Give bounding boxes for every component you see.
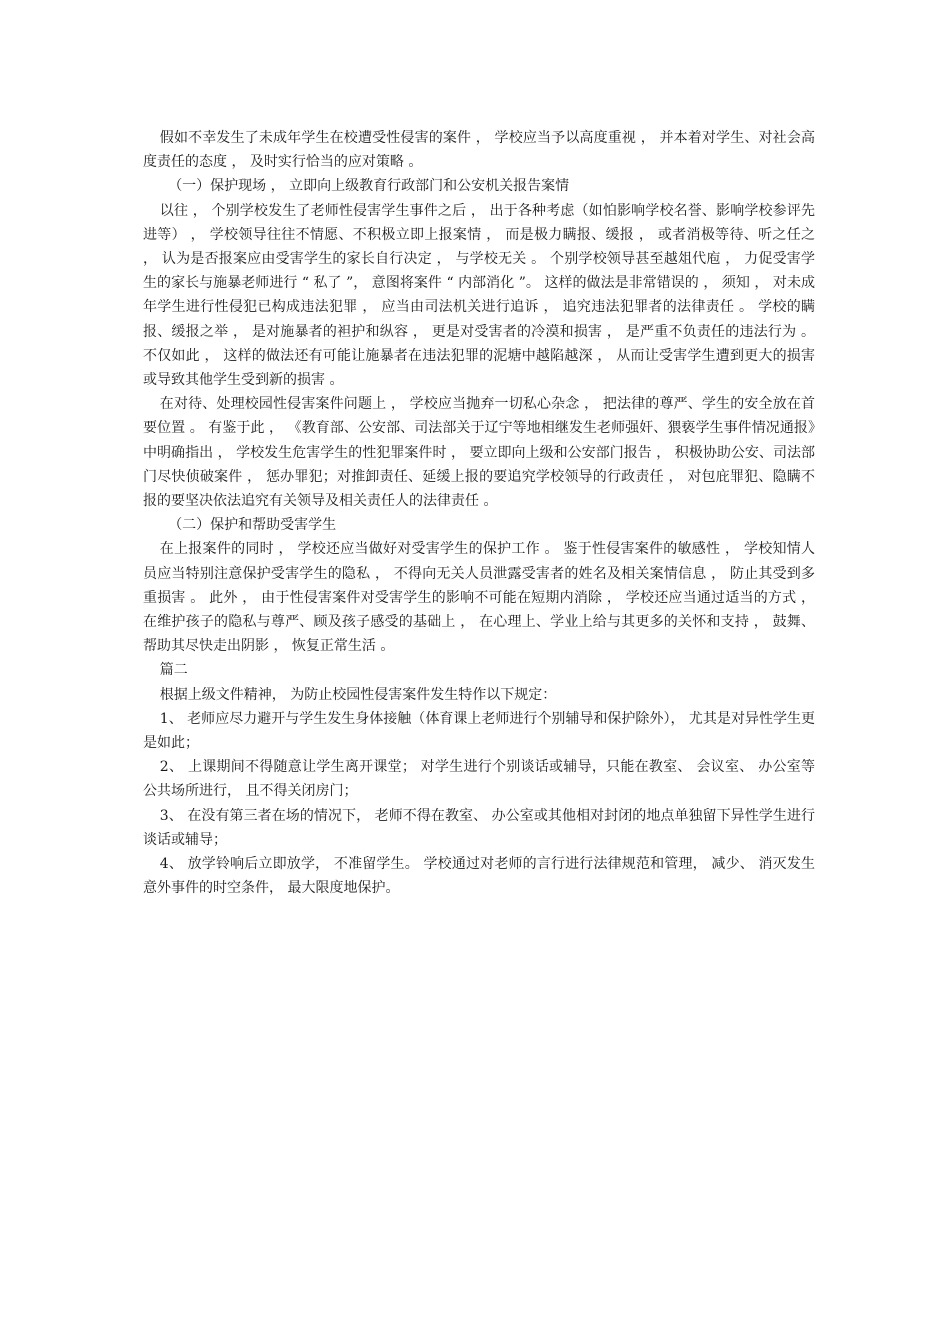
- section-heading-2: （二）保护和帮助受害学生: [168, 517, 337, 534]
- rule-4: 4、 放学铃响后立即放学， 不准留学生。 学校通过对老师的言行进行法律规范和管理， 减少、 消灭发生意外事件的时空条件， 最大限度地保护。: [143, 856, 815, 897]
- intro-paragraph: 假如不幸发生了未成年学生在校遭受性侵害的案件 ， 学校应当予以高度重视 ， 并本着对学生、对社会高度责任的态度 ， 及时实行恰当的应对策略 。: [143, 130, 815, 171]
- paragraph-4: 根据上级文件精神， 为防止校园性侵害案件发生特作以下规定：: [159, 686, 557, 703]
- document-body: [143, 126, 815, 901]
- paragraph-3: 在上报案件的同时 ， 学校还应当做好对受害学生的保护工作 。 鉴于性侵害案件的敏感性 ， 学校知情人员应当特别注意保护受害学生的隐私 ， 不得向无关人员泄露受害者的姓名及相关案情信息 ， 防止其受到多重损害 。 此外 ， 由于性侵害案件对受害学生的影响不可能在短期内消除 ， 学校还应当通过适当的方式 ， 在维护孩子的隐私与尊严、顾及孩子感受的基础上 ， 在心理上、学业上给与其更多的关怀和支持 ， 鼓舞、帮助其尽快走出阴影 ， 恢复正常生活 。: [143, 541, 815, 655]
- paragraph-2: 在对待、处理校园性侵害案件问题上 ， 学校应当抛弃一切私心杂念 ， 把法律的尊严、学生的安全放在首要位置 。 有鉴于此 ， 《教育部、公安部、司法部关于辽宁等地相继发生老师强奸、猥亵学生事件情况通报》中明确指出 ， 学校发生危害学生的性犯罪案件时 ， 要立即向上级和公安部门报告 ， 积极协助公安、司法部门尽快侦破案件 ， 惩办罪犯；对推卸责任、延缓上报的要追究学校领导的行政责任 ， 对包庇罪犯、隐瞒不报的要坚决依法追究有关领导及相关责任人的法律责任 。: [143, 396, 815, 510]
- paragraph-1: 以往 ， 个别学校发生了老师性侵害学生事件之后 ， 出于各种考虑（如怕影响学校名誉、影响学校参评先进等） ， 学校领导往往不情愿、不积极立即上报案情 ， 而是极力瞒报、缓报 ， 或者消极等待、听之任之 ， 认为是否报案应由受害学生的家长自行决定 ， 与学校无关 。 个别学校领导甚至越俎代庖 ， 力促受害学生的家长与施暴老师进行 “ 私了 ”， 意图将案件 “ 内部消化 ”。 这样的做法是非常错误的 ， 须知 ， 对未成年学生进行性侵犯已构成违法犯罪 ， 应当由司法机关进行追诉 ， 追究违法犯罪者的法律责任 。 学校的瞒报、缓报之举 ， 是对施暴者的袒护和纵容 ， 更是对受害者的冷漠和损害 ， 是严重不负责任的违法行为 。 不仅如此 ， 这样的做法还有可能让施暴者在违法犯罪的泥塘中越陷越深 ， 从而让受害学生遭到更大的损害或导致其他学生受到新的损害 。: [143, 202, 815, 389]
- rule-1: 1、 老师应尽力避开与学生发生身体接触（体育课上老师进行个别辅导和保护除外）， 尤其是对异性学生更是如此；: [143, 710, 815, 752]
- section-heading-1: （一）保护现场 ， 立即向上级教育行政部门和公安机关报告案情: [168, 178, 570, 195]
- rule-3: 3、 在没有第三者在场的情况下， 老师不得在教室、 办公室或其他相对封闭的地点单独留下异性学生进行谈话或辅导；: [143, 807, 815, 848]
- section-label: 篇二: [159, 662, 188, 679]
- rule-2: 2、 上课期间不得随意让学生离开课堂； 对学生进行个别谈话或辅导，只能在教室、 会议室、 办公室等公共场所进行， 且不得关闭房门；: [143, 759, 815, 800]
